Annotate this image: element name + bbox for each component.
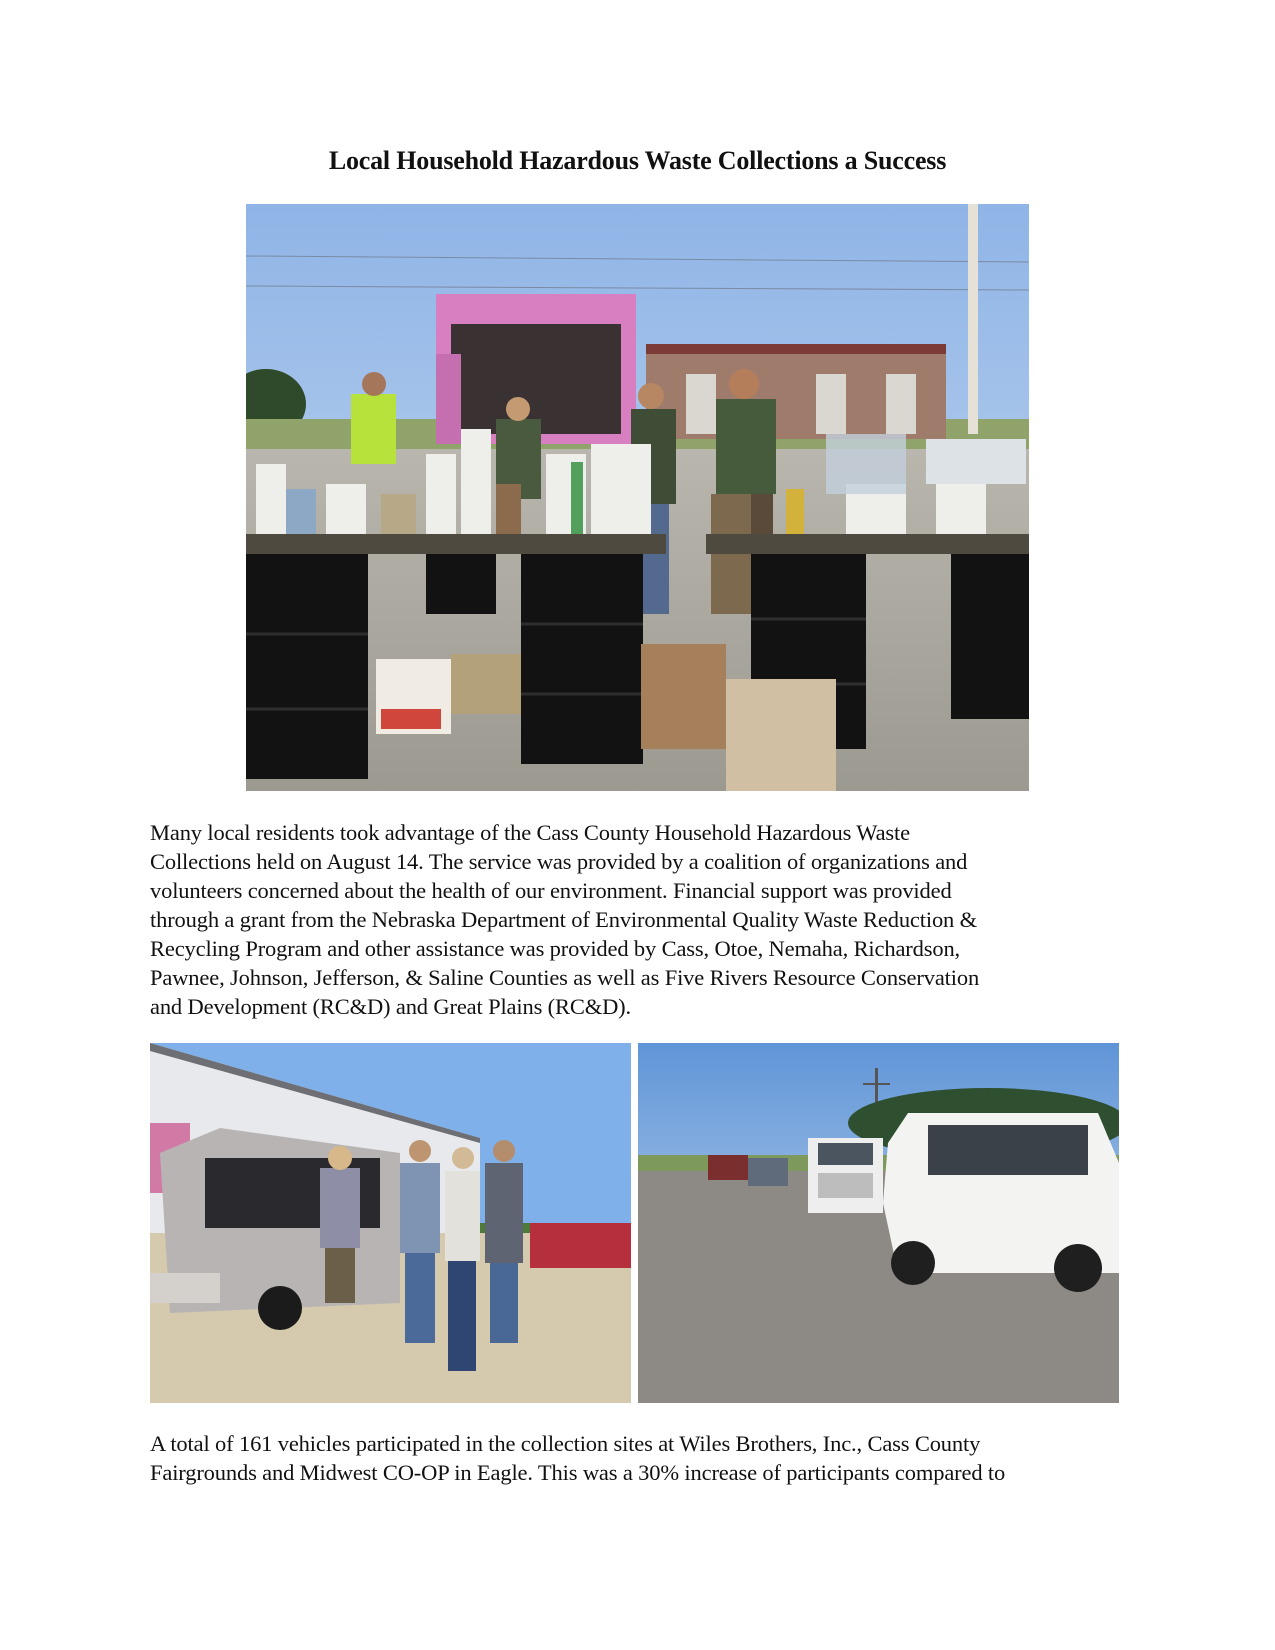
paragraph-line: Fairgrounds and Midwest CO-OP in Eagle. This was a 30% increase of participants compared to	[150, 1460, 1006, 1485]
paragraph-line: and Development (RC&D) and Great Plains (RC&D).	[150, 994, 631, 1019]
photo-residents-at-van	[150, 1043, 631, 1403]
article-title: Local Household Hazardous Waste Collections a Success	[328, 146, 947, 175]
article-paragraph-1	[150, 818, 1125, 1021]
paragraph-line: volunteers concerned about the health of our environment. Financial support was provided	[150, 878, 952, 903]
article-paragraph-2	[150, 1429, 1125, 1487]
paragraph-line: Many local residents took advantage of the Cass County Household Hazardous Waste	[150, 820, 910, 845]
paragraph-line: A total of 161 vehicles participated in the collection sites at Wiles Brothers, Inc., Cass County	[150, 1431, 981, 1456]
paragraph-line: Recycling Program and other assistance was provided by Cass, Otoe, Nemaha, Richardson,	[150, 936, 961, 961]
photo-hazardous-waste-sorting	[246, 204, 1029, 791]
photo-vehicles-in-line	[638, 1043, 1119, 1403]
paragraph-line: Pawnee, Johnson, Jefferson, & Saline Counties as well as Five Rivers Resource Conservation	[150, 965, 980, 990]
paragraph-line: through a grant from the Nebraska Department of Environmental Quality Waste Reduction &	[150, 907, 977, 932]
paragraph-line: Collections held on August 14. The service was provided by a coalition of organizations and	[150, 849, 968, 874]
